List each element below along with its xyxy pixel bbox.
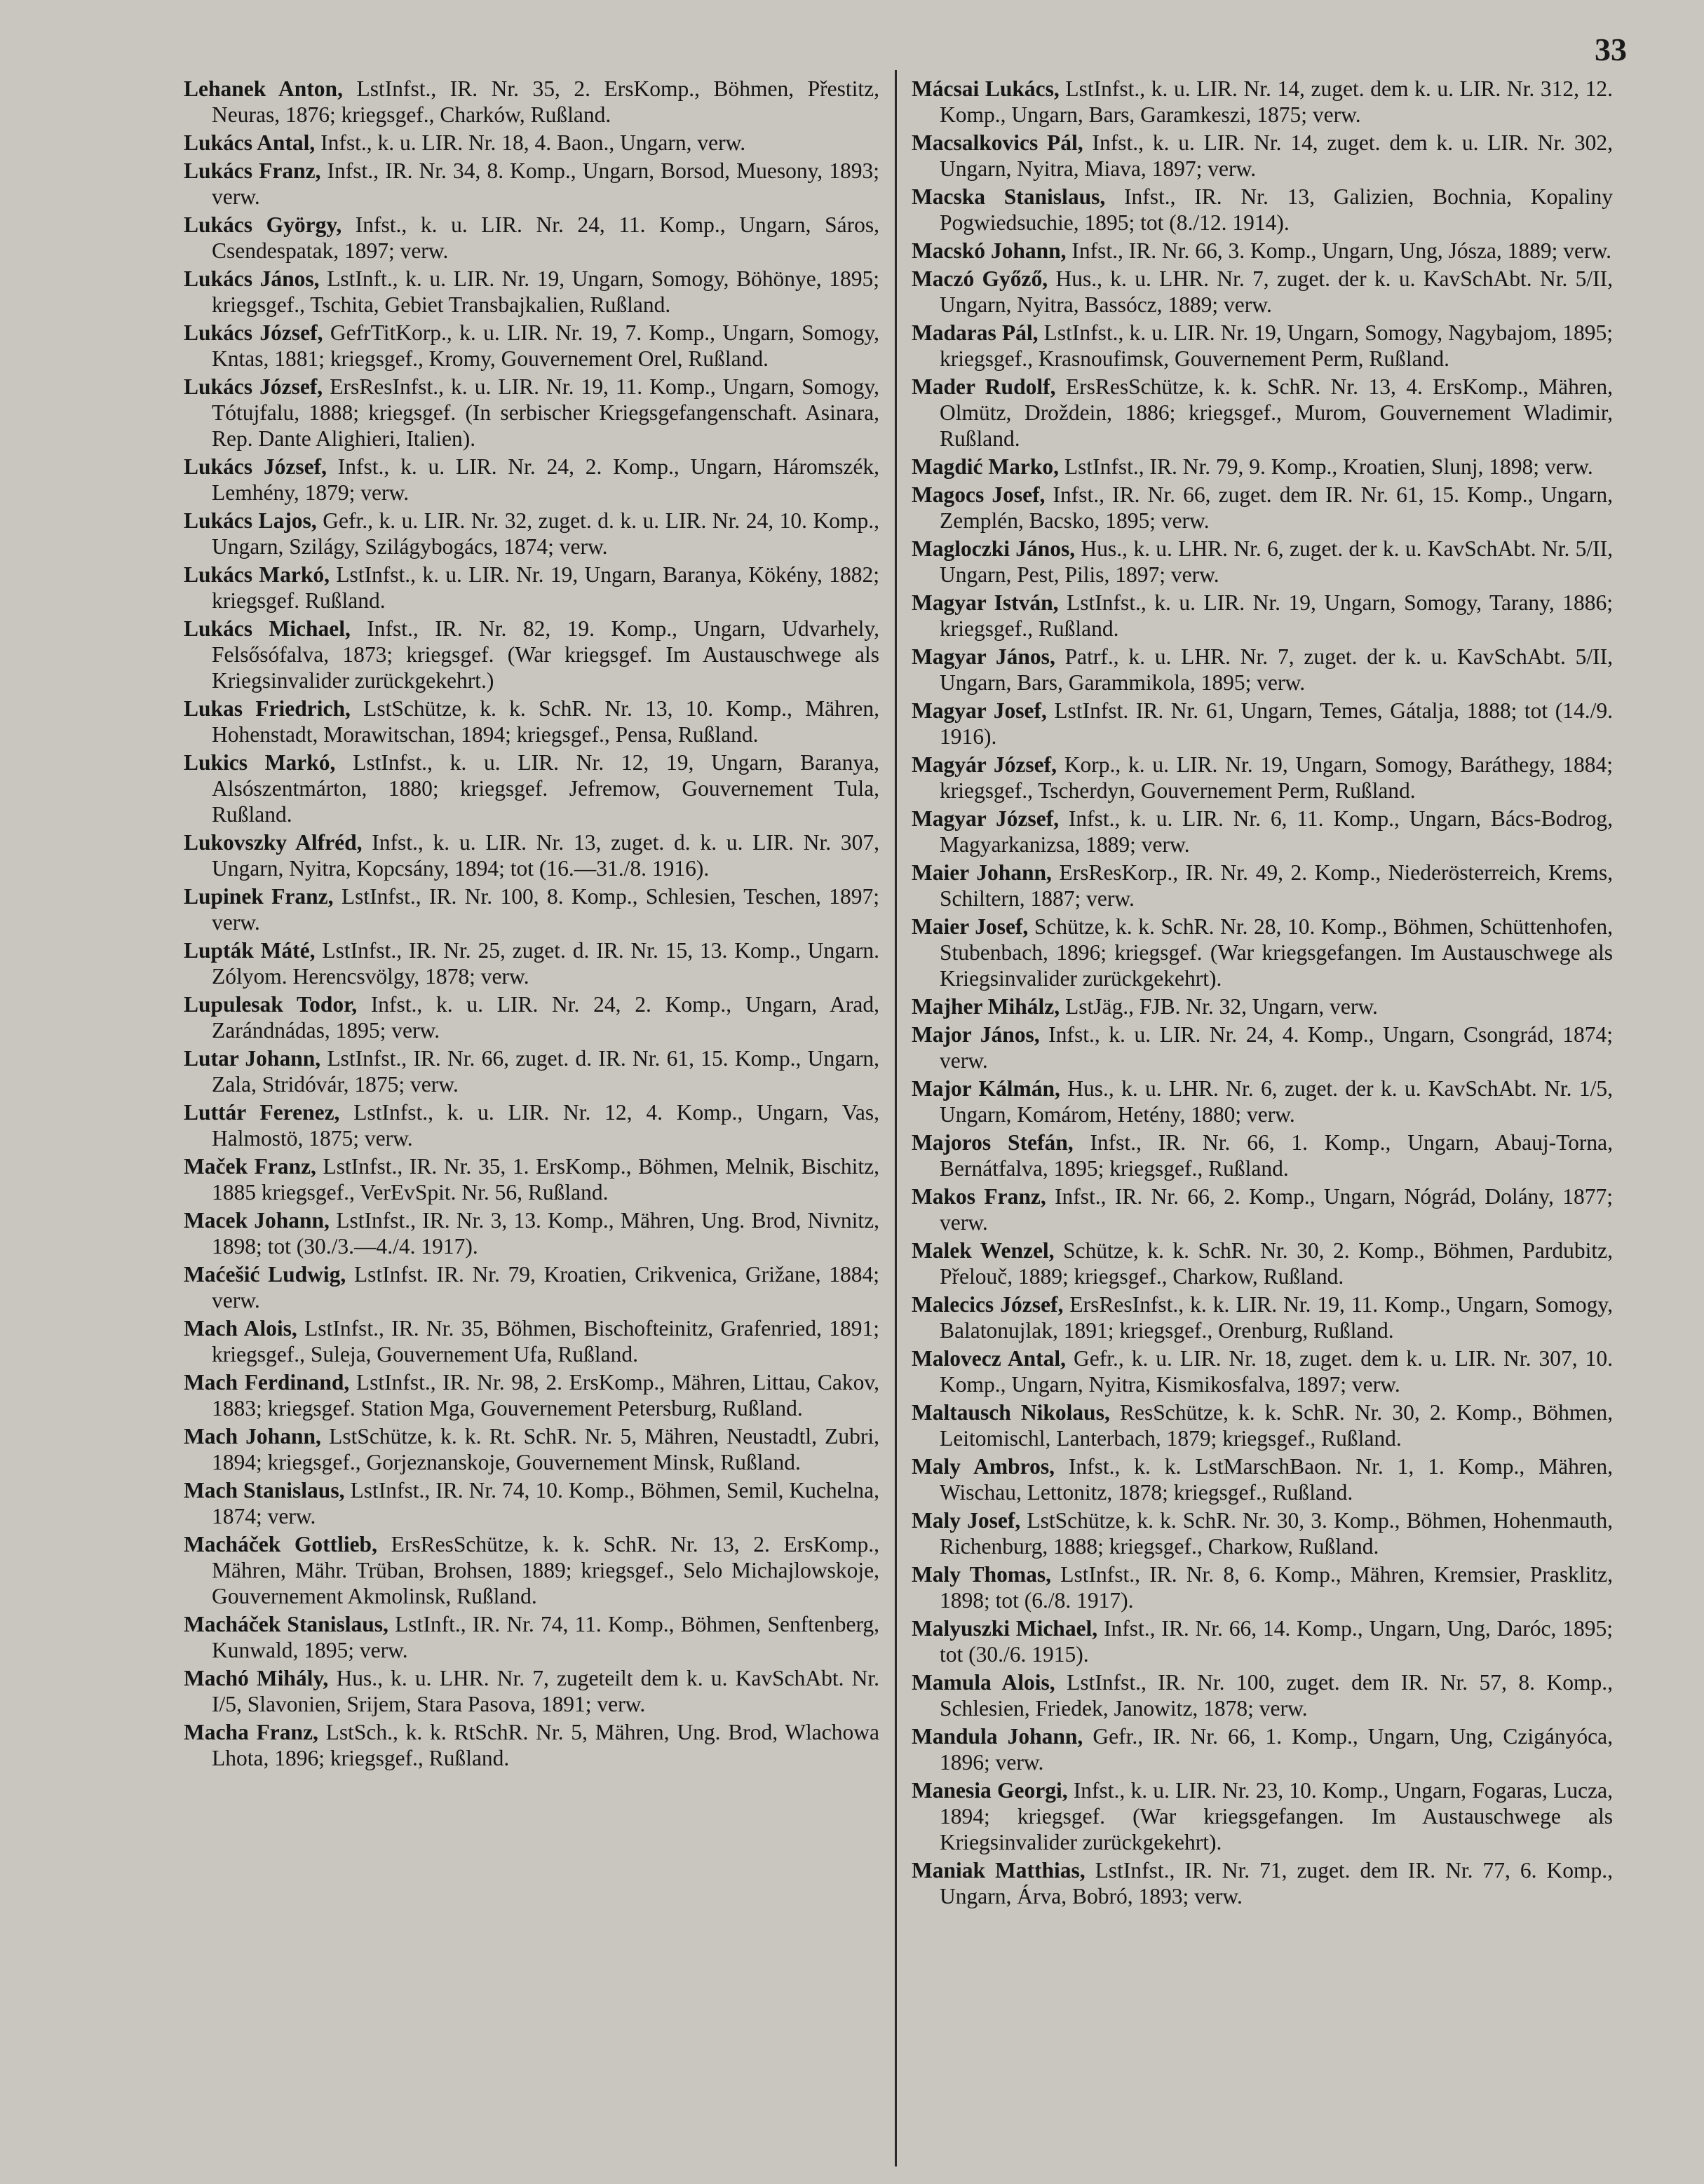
roll-entry <box>184 1153 879 1205</box>
roll-entry <box>184 696 879 747</box>
entry-details: GefrTitKorp., k. u. LIR. Nr. 19, 7. Komp., Ungarn, Somogy, Kntas, 1881; kriegsgef., Kromy, Gouvernement Orel, Rußland. <box>212 320 879 371</box>
roll-entry <box>184 158 879 210</box>
page-number: 33 <box>1595 32 1627 67</box>
entry-details: Infst., k. u. LIR. Nr. 24, 2. Komp., Ungarn, Háromszék, Lemhény, 1879; verw. <box>212 454 879 505</box>
roll-entry <box>912 1723 1613 1775</box>
roll-entry <box>912 752 1613 803</box>
roll-entry <box>912 698 1613 750</box>
entry-surname: Lukics Markó, <box>184 750 336 775</box>
roll-entry <box>184 937 879 989</box>
entry-surname: Lukács József, <box>184 454 327 479</box>
entry-details: Infst., k. u. LIR. Nr. 24, 4. Komp., Ungarn, Csongrád, 1874; verw. <box>940 1022 1613 1073</box>
roll-entry <box>912 1857 1613 1909</box>
roll-entry <box>912 806 1613 857</box>
entry-surname: Magyár József, <box>912 752 1057 777</box>
entry-surname: Macek Johann, <box>184 1208 330 1233</box>
entry-surname: Maček Franz, <box>184 1154 316 1179</box>
entry-details: ResSchütze, k. k. SchR. Nr. 30, 2. Komp., Böhmen, Leitomischl, Lanterbach, 1879; kriegsgef., Rußland. <box>940 1400 1613 1451</box>
entry-surname: Manesia Georgi, <box>912 1778 1068 1803</box>
entry-surname: Makos Franz, <box>912 1184 1046 1209</box>
column-divider <box>895 70 897 2166</box>
entry-details: Infst., IR. Nr. 13, Galizien, Bochnia, Kopaliny Pogwiedsuchie, 1895; tot (8./12. 1914). <box>940 184 1613 235</box>
entry-surname: Mach Ferdinand, <box>184 1370 350 1395</box>
entry-surname: Magloczki János, <box>912 536 1076 561</box>
roll-entry <box>912 1291 1613 1343</box>
roll-entry <box>184 1261 879 1313</box>
entry-details: LstInfst., IR. Nr. 35, 2. ErsKomp., Böhmen, Přestitz, Neuras, 1876; kriegsgef., Charków, Rußland. <box>212 76 879 127</box>
entry-details: Hus., k. u. LHR. Nr. 7, zugeteilt dem k. u. KavSchAbt. Nr. I/5, Slavonien, Srijem, Stara Pasova, 1891; verw. <box>212 1666 879 1716</box>
roll-entry <box>184 1423 879 1475</box>
entry-surname: Madaras Pál, <box>912 320 1039 345</box>
entry-details: LstInfst., IR. Nr. 79, 9. Komp., Kroatien, Slunj, 1898; verw. <box>1058 454 1593 479</box>
entry-surname: Macskó Johann, <box>912 238 1067 263</box>
roll-entry <box>184 1719 879 1771</box>
roll-entry <box>912 590 1613 642</box>
entry-surname: Maier Josef, <box>912 914 1029 939</box>
entry-details: Infst., k. u. LIR. Nr. 24, 11. Komp., Ungarn, Sáros, Csendespatak, 1897; verw. <box>212 212 879 263</box>
roll-entry <box>184 991 879 1043</box>
entry-details: Infst., IR. Nr. 34, 8. Komp., Ungarn, Borsod, Muesony, 1893; verw. <box>212 158 879 209</box>
roll-entry <box>184 1207 879 1259</box>
roll-entry <box>912 1777 1613 1855</box>
entry-surname: Major János, <box>912 1022 1040 1047</box>
entry-surname: Maly Ambros, <box>912 1454 1055 1479</box>
entry-surname: Magyar István, <box>912 590 1059 615</box>
entry-details: Infst., k. k. LstMarschBaon. Nr. 1, 1. Komp., Mähren, Wischau, Lettonitz, 1878; kriegsgef., Rußland. <box>940 1454 1613 1505</box>
entry-details: Schütze, k. k. SchR. Nr. 30, 2. Komp., Böhmen, Pardubitz, Přelouč, 1889; kriegsgef., Charkow, Rußland. <box>940 1238 1613 1289</box>
entry-surname: Maly Thomas, <box>912 1562 1052 1587</box>
roll-entry <box>184 508 879 559</box>
roll-entry <box>912 1076 1613 1127</box>
roll-entry <box>184 1477 879 1529</box>
entry-surname: Mach Stanislaus, <box>184 1478 345 1503</box>
roll-entry <box>184 320 879 372</box>
roll-entry <box>912 76 1613 128</box>
entry-surname: Majher Mihálz, <box>912 994 1060 1019</box>
entry-details: Schütze, k. k. SchR. Nr. 28, 10. Komp., Böhmen, Schüttenhofen, Stubenbach, 1896; kriegsgef. (War kriegsgefangen. Im Austauschwege als Kriegsinvalider zurückgekehrt). <box>940 914 1613 991</box>
entry-surname: Lukács Lajos, <box>184 508 317 533</box>
entry-details: ErsResKorp., IR. Nr. 49, 2. Komp., Niederösterreich, Krems, Schiltern, 1887; verw. <box>940 860 1613 911</box>
roll-entry <box>912 1507 1613 1559</box>
entry-surname: Lehanek Anton, <box>184 76 343 101</box>
entry-details: LstInfst., k. u. LIR. Nr. 12, 19, Ungarn, Baranya, Alsószentmárton, 1880; kriegsgef. Jefremow, Gouvernement Tula, Rußland. <box>212 750 879 827</box>
entry-surname: Malyuszki Michael, <box>912 1616 1098 1641</box>
roll-entry <box>912 482 1613 534</box>
entry-details: LstInfst., IR. Nr. 100, zuget. dem IR. Nr. 57, 8. Komp., Schlesien, Friedek, Janowitz, 1878; verw. <box>940 1670 1613 1721</box>
entry-details: LstInfst. IR. Nr. 79, Kroatien, Crikvenica, Grižane, 1884; verw. <box>212 1262 879 1313</box>
entry-details: LstInfst., IR. Nr. 74, 10. Komp., Böhmen, Semil, Kuchelna, 1874; verw. <box>212 1478 879 1528</box>
entry-details: Hus., k. u. LHR. Nr. 6, zuget. der k. u. KavSchAbt. Nr. 5/II, Ungarn, Pest, Pilis, 1897; verw. <box>940 536 1613 587</box>
roll-entry <box>912 238 1613 264</box>
entry-details: Infst., k. u. LIR. Nr. 24, 2. Komp., Ungarn, Arad, Zarándnádas, 1895; verw. <box>212 992 879 1043</box>
entry-surname: Maltausch Nikolaus, <box>912 1400 1110 1425</box>
roll-entry <box>184 1045 879 1097</box>
entry-surname: Malek Wenzel, <box>912 1238 1055 1263</box>
entry-details: Gefr., k. u. LIR. Nr. 18, zuget. dem k. u. LIR. Nr. 307, 10. Komp., Ungarn, Nyitra, Kismikosfalva, 1897; verw. <box>940 1346 1613 1397</box>
entry-details: ErsResSchütze, k. k. SchR. Nr. 13, 4. ErsKomp., Mähren, Olmütz, Droždein, 1886; kriegsgef., Murom, Gouvernement Wladimir, Rußland. <box>940 374 1613 451</box>
roll-entry <box>184 1099 879 1151</box>
entry-details: Patrf., k. u. LHR. Nr. 7, zuget. der k. u. KavSchAbt. 5/II, Ungarn, Bars, Garammikola, 1895; verw. <box>940 644 1613 695</box>
roll-entry <box>184 76 879 128</box>
entry-details: LstInfst., IR. Nr. 71, zuget. dem IR. Nr. 77, 6. Komp., Ungarn, Árva, Bobró, 1893; verw. <box>940 1858 1613 1908</box>
entry-details: Hus., k. u. LHR. Nr. 6, zuget. der k. u. KavSchAbt. Nr. 1/5, Ungarn, Komárom, Hetény, 1880; verw. <box>940 1076 1613 1127</box>
entry-details: LstInfst., IR. Nr. 8, 6. Komp., Mähren, Kremsier, Prasklitz, 1898; tot (6./8. 1917). <box>940 1562 1613 1613</box>
entry-details: Korp., k. u. LIR. Nr. 19, Ungarn, Somogy, Baráthegy, 1884; kriegsgef., Tscherdyn, Gouvernement Perm, Rußland. <box>940 752 1613 803</box>
roll-entry <box>184 1369 879 1421</box>
entry-surname: Lukács József, <box>184 374 323 399</box>
entry-surname: Mamula Alois, <box>912 1670 1055 1695</box>
roll-entry <box>912 454 1613 480</box>
roll-entry <box>912 1237 1613 1289</box>
roll-entry <box>912 320 1613 372</box>
entry-details: LstInfst. IR. Nr. 61, Ungarn, Temes, Gátalja, 1888; tot (14./9. 1916). <box>940 698 1613 749</box>
entry-surname: Mácsai Lukács, <box>912 76 1060 101</box>
entry-surname: Lukács Markó, <box>184 562 330 587</box>
entry-details: LstSchütze, k. k. Rt. SchR. Nr. 5, Mähren, Neustadtl, Zubri, 1894; kriegsgef., Gorjeznanskoje, Gouvernement Minsk, Rußland. <box>212 1424 879 1474</box>
roll-entry <box>184 616 879 693</box>
roll-entry <box>184 212 879 264</box>
entry-details: LstInfst., k. u. LIR. Nr. 19, Ungarn, Somogy, Nagybajom, 1895; kriegsgef., Krasnoufimsk, Gouvernement Perm, Rußland. <box>940 320 1613 371</box>
entry-details: LstInfst., IR. Nr. 35, 1. ErsKomp., Böhmen, Melnik, Bischitz, 1885 kriegsgef., VerEvSpit. Nr. 56, Rußland. <box>212 1154 879 1205</box>
entry-details: Infst., k. u. LIR. Nr. 23, 10. Komp., Ungarn, Fogaras, Lucza, 1894; kriegsgef. (War kriegsgefangen. Im Austauschwege als Kriegsinvalider zurückgekehrt). <box>940 1778 1613 1854</box>
entry-surname: Mach Alois, <box>184 1316 297 1341</box>
roll-entry <box>184 1531 879 1609</box>
entry-surname: Lukács Michael, <box>184 616 351 641</box>
roll-entry <box>912 1022 1613 1073</box>
roll-entry <box>912 1399 1613 1451</box>
entry-surname: Malecics József, <box>912 1292 1064 1317</box>
roll-entry <box>912 1615 1613 1667</box>
right-column <box>912 76 1613 2165</box>
entry-details: LstSchütze, k. k. SchR. Nr. 13, 10. Komp., Mähren, Hohenstadt, Morawitschan, 1894; kriegsgef., Pensa, Rußland. <box>212 696 879 747</box>
entry-details: Infst., IR. Nr. 66, zuget. dem IR. Nr. 61, 15. Komp., Ungarn, Zemplén, Bacsko, 1895; verw. <box>940 482 1613 533</box>
entry-surname: Lukács Franz, <box>184 158 321 183</box>
entry-surname: Maier Johann, <box>912 860 1052 885</box>
entry-surname: Mandula Johann, <box>912 1724 1083 1749</box>
roll-entry <box>912 130 1613 182</box>
roll-entry <box>184 266 879 318</box>
roll-entry <box>912 266 1613 318</box>
entry-surname: Macháček Stanislaus, <box>184 1612 388 1636</box>
entry-surname: Macháček Gottlieb, <box>184 1532 377 1556</box>
entry-details: LstInft., k. u. LIR. Nr. 19, Ungarn, Somogy, Böhönye, 1895; kriegsgef., Tschita, Gebiet Transbajkalien, Rußland. <box>212 266 879 317</box>
entry-details: LstInfst., IR. Nr. 66, zuget. d. IR. Nr. 61, 15. Komp., Ungarn, Zala, Stridóvár, 1875; verw. <box>212 1046 879 1097</box>
entry-details: LstInfst., k. u. LIR. Nr. 12, 4. Komp., Ungarn, Vas, Halmostö, 1875; verw. <box>212 1100 879 1151</box>
entry-surname: Macha Franz, <box>184 1720 318 1744</box>
entry-details: Gefr., k. u. LIR. Nr. 32, zuget. d. k. u. LIR. Nr. 24, 10. Komp., Ungarn, Szilágy, Szilágybogács, 1874; verw. <box>212 508 879 559</box>
entry-details: ErsResSchütze, k. k. SchR. Nr. 13, 2. ErsKomp., Mähren, Mähr. Trüban, Brohsen, 1889; kriegsgef., Selo Michajlowskoje, Gouvernement Akmolinsk, Rußland. <box>212 1532 879 1608</box>
roll-entry <box>184 454 879 506</box>
roll-entry <box>912 644 1613 696</box>
entry-surname: Luttár Ferenez, <box>184 1100 340 1125</box>
entry-surname: Macska Stanislaus, <box>912 184 1106 209</box>
entry-surname: Maczó Győző, <box>912 266 1048 291</box>
entry-surname: Lukovszky Alfréd, <box>184 830 363 855</box>
roll-entry <box>912 1453 1613 1505</box>
entry-details: Infst., k. u. LIR. Nr. 14, zuget. dem k. u. LIR. Nr. 302, Ungarn, Nyitra, Miava, 1897; verw. <box>940 130 1613 181</box>
entry-surname: Majoros Stefán, <box>912 1130 1074 1155</box>
roll-entry <box>912 184 1613 236</box>
entry-details: LstInfst., IR. Nr. 25, zuget. d. IR. Nr. 15, 13. Komp., Ungarn. Zólyom. Herencsvölgy, 1878; verw. <box>212 938 879 989</box>
left-column <box>184 76 879 2165</box>
entry-details: LstInfst., IR. Nr. 35, Böhmen, Bischofteinitz, Grafenried, 1891; kriegsgef., Suleja, Gouvernement Ufa, Rußland. <box>212 1316 879 1366</box>
entry-details: Hus., k. u. LHR. Nr. 7, zuget. der k. u. KavSchAbt. Nr. 5/II, Ungarn, Nyitra, Bassócz, 1889; verw. <box>940 266 1613 317</box>
entry-details: LstInfst., IR. Nr. 98, 2. ErsKomp., Mähren, Littau, Cakov, 1883; kriegsgef. Station Mga, Gouvernement Petersburg, Rußland. <box>212 1370 879 1420</box>
roll-entry <box>912 860 1613 911</box>
entry-details: ErsResInfst., k. u. LIR. Nr. 19, 11. Komp., Ungarn, Somogy, Tótujfalu, 1888; kriegsgef. (In serbischer Kriegsgefangenschaft. Asinara, Rep. Dante Alighieri, Italien). <box>212 374 879 451</box>
entry-surname: Lukács János, <box>184 266 320 291</box>
entry-details: LstJäg., FJB. Nr. 32, Ungarn, verw. <box>1060 994 1378 1019</box>
roll-entry <box>184 1611 879 1663</box>
entry-surname: Magocs Josef, <box>912 482 1046 507</box>
entry-surname: Magyar Josef, <box>912 698 1047 723</box>
entry-surname: Machó Mihály, <box>184 1666 329 1690</box>
entry-details: Gefr., IR. Nr. 66, 1. Komp., Ungarn, Ung, Czigányóca, 1896; verw. <box>940 1724 1613 1775</box>
entry-details: Infst., k. u. LIR. Nr. 18, 4. Baon., Ungarn, verw. <box>315 130 746 155</box>
entry-surname: Macsalkovics Pál, <box>912 130 1083 155</box>
roll-entry <box>912 1183 1613 1235</box>
roll-entry <box>184 1315 879 1367</box>
entry-details: Infst., IR. Nr. 66, 2. Komp., Ungarn, Nógrád, Dolány, 1877; verw. <box>940 1184 1613 1235</box>
entry-surname: Magyar József, <box>912 806 1060 831</box>
entry-details: LstInfst., k. u. LIR. Nr. 14, zuget. dem k. u. LIR. Nr. 312, 12. Komp., Ungarn, Bars, Garamkeszi, 1875; verw. <box>940 76 1613 127</box>
entry-details: LstInfst., k. u. LIR. Nr. 19, Ungarn, Baranya, Kökény, 1882; kriegsgef. Rußland. <box>212 562 879 613</box>
roll-entry <box>184 130 879 156</box>
roll-entry <box>912 374 1613 452</box>
entry-surname: Lukács György, <box>184 212 342 237</box>
entry-surname: Mader Rudolf, <box>912 374 1056 399</box>
entry-details: Infst., IR. Nr. 66, 1. Komp., Ungarn, Abauj-Torna, Bernátfalva, 1895; kriegsgef., Rußland. <box>940 1130 1613 1181</box>
entry-details: LstSch., k. k. RtSchR. Nr. 5, Mähren, Ung. Brod, Wlachowa Lhota, 1896; kriegsgef., Rußland. <box>212 1720 879 1770</box>
entry-details: Infst., k. u. LIR. Nr. 13, zuget. d. k. u. LIR. Nr. 307, Ungarn, Nyitra, Kopcsány, 1894; tot (16.—31./8. 1916). <box>212 830 879 881</box>
entry-details: LstSchütze, k. k. SchR. Nr. 30, 3. Komp., Böhmen, Hohenmauth, Richenburg, 1888; kriegsgef., Charkow, Rußland. <box>940 1508 1613 1559</box>
entry-surname: Mach Johann, <box>184 1424 321 1449</box>
roll-entry <box>184 750 879 827</box>
roll-entry <box>184 562 879 613</box>
roll-entry <box>912 1669 1613 1721</box>
entry-details: Infst., IR. Nr. 66, 14. Komp., Ungarn, Ung, Daróc, 1895; tot (30./6. 1915). <box>940 1616 1613 1667</box>
roll-entry <box>912 993 1613 1019</box>
entry-surname: Lukács József, <box>184 320 323 345</box>
entry-details: LstInfst., IR. Nr. 100, 8. Komp., Schlesien, Teschen, 1897; verw. <box>212 884 879 935</box>
roll-entry <box>912 1130 1613 1181</box>
entry-surname: Malovecz Antal, <box>912 1346 1067 1371</box>
entry-details: Infst., k. u. LIR. Nr. 6, 11. Komp., Ungarn, Bács-Bodrog, Magyarkanizsa, 1889; verw. <box>940 806 1613 857</box>
roll-entry <box>184 374 879 452</box>
entry-surname: Major Kálmán, <box>912 1076 1060 1101</box>
entry-details: LstInft., IR. Nr. 74, 11. Komp., Böhmen, Senftenberg, Kunwald, 1895; verw. <box>212 1612 879 1662</box>
roll-entry <box>184 829 879 881</box>
entry-details: Infst., IR. Nr. 82, 19. Komp., Ungarn, Udvarhely, Felsősófalva, 1873; kriegsgef. (War kriegsgef. Im Austauschwege als Kriegsinvalider zurückgekehrt.) <box>212 616 879 693</box>
entry-surname: Lupinek Franz, <box>184 884 334 909</box>
roll-entry <box>912 1561 1613 1613</box>
entry-details: Infst., IR. Nr. 66, 3. Komp., Ungarn, Ung, Jósza, 1889; verw. <box>1066 238 1612 263</box>
roll-entry <box>184 883 879 935</box>
entry-surname: Maly Josef, <box>912 1508 1021 1533</box>
entry-surname: Lukas Friedrich, <box>184 696 351 721</box>
entry-details: LstInfst., IR. Nr. 3, 13. Komp., Mähren, Ung. Brod, Nivnitz, 1898; tot (30./3.—4./4. 1917). <box>212 1208 879 1259</box>
entry-surname: Magyar János, <box>912 644 1055 669</box>
entry-details: LstInfst., k. u. LIR. Nr. 19, Ungarn, Somogy, Tarany, 1886; kriegsgef., Rußland. <box>940 590 1613 641</box>
entry-surname: Maćešić Ludwig, <box>184 1262 346 1287</box>
entry-surname: Lukács Antal, <box>184 130 316 155</box>
entry-surname: Lutar Johann, <box>184 1046 321 1071</box>
roll-entry <box>912 914 1613 991</box>
entry-surname: Maniak Matthias, <box>912 1858 1086 1883</box>
entry-surname: Magdić Marko, <box>912 454 1059 479</box>
entry-details: ErsResInfst., k. k. LIR. Nr. 19, 11. Komp., Ungarn, Somogy, Balatonujlak, 1891; kriegsgef., Orenburg, Rußland. <box>940 1292 1613 1343</box>
roll-entry <box>184 1665 879 1717</box>
roll-entry <box>912 536 1613 588</box>
entry-surname: Lupták Máté, <box>184 938 316 963</box>
roll-entry <box>912 1345 1613 1397</box>
entry-surname: Lupulesak Todor, <box>184 992 358 1017</box>
